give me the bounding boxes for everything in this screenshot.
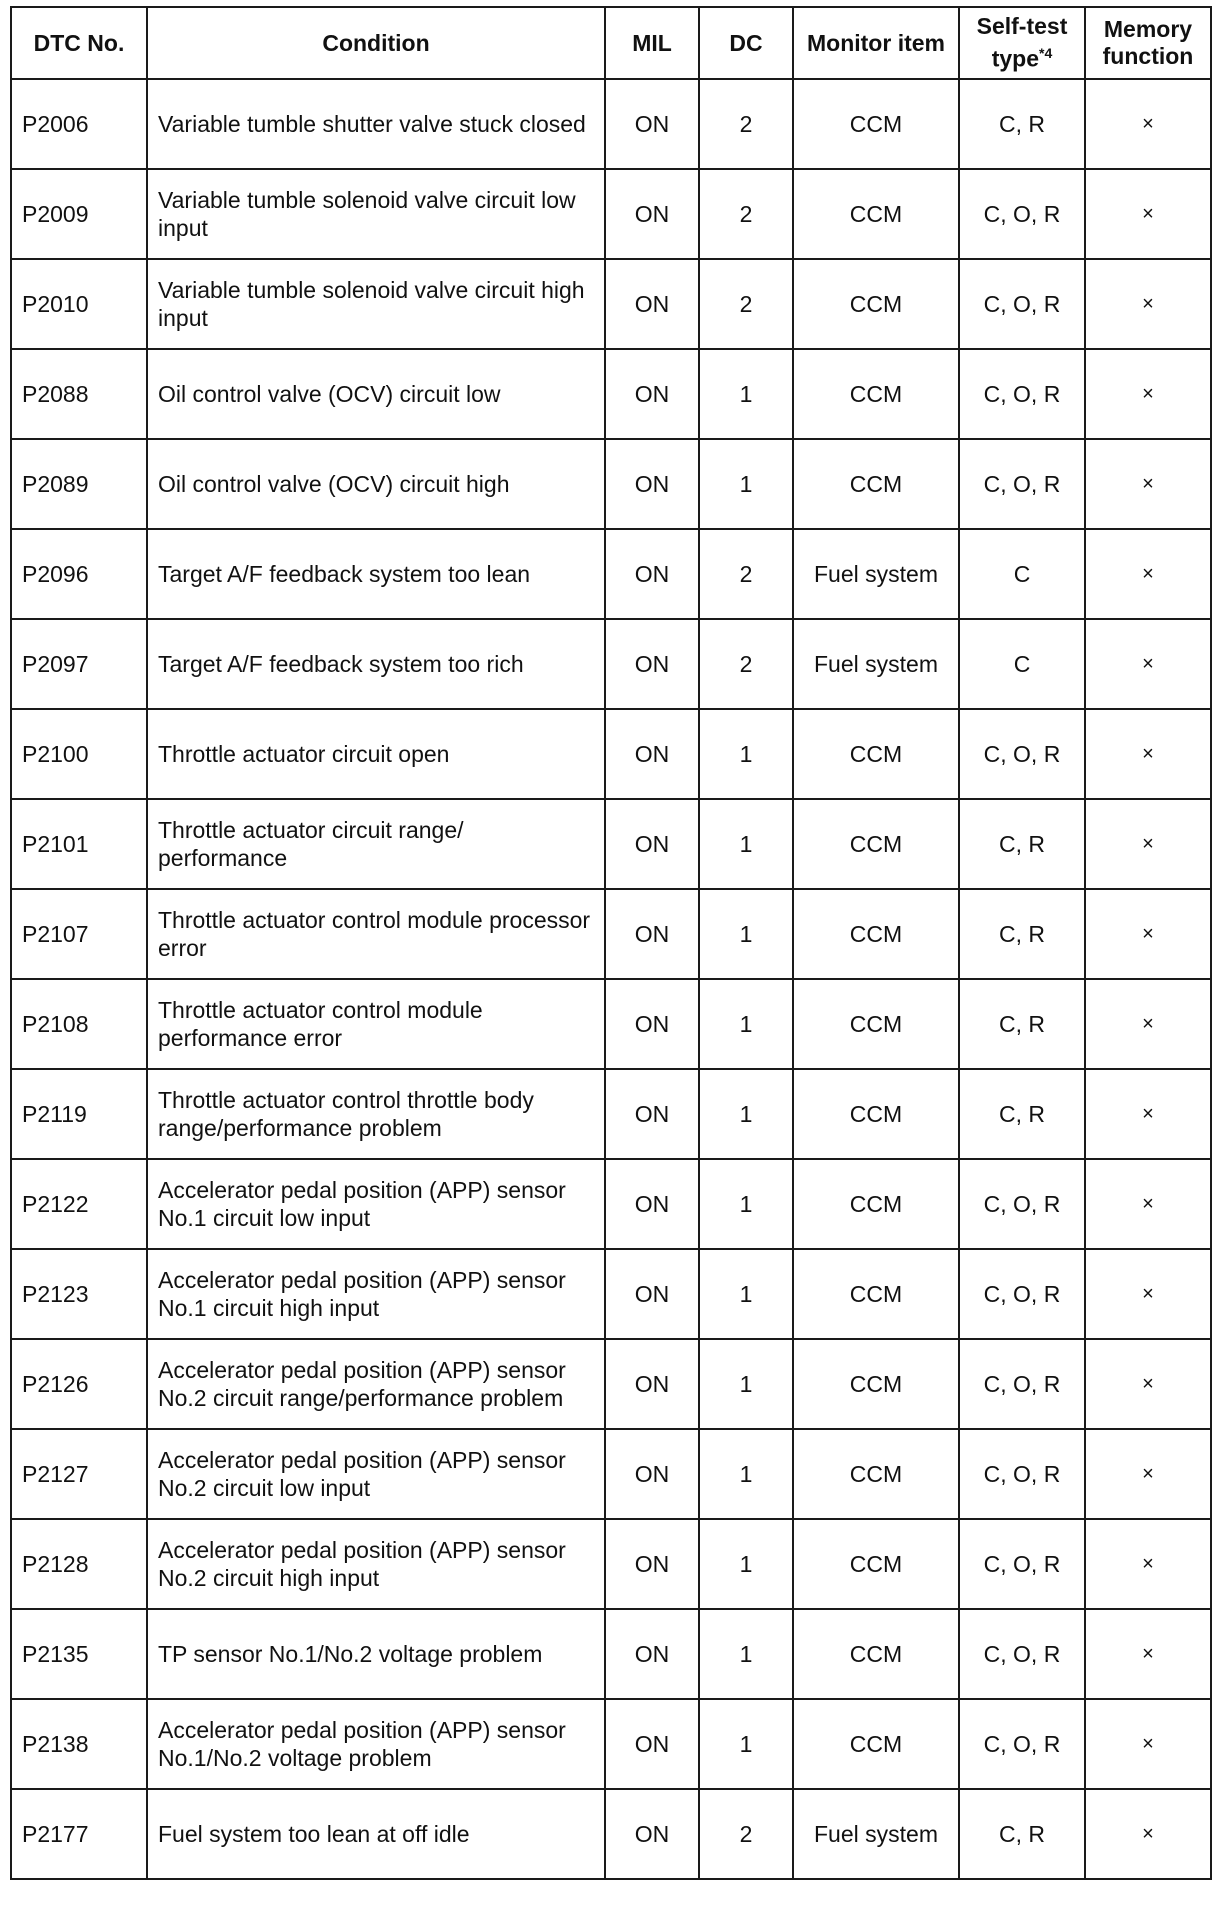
table-body — [11, 79, 1211, 1879]
monitor-item-cell: CCM — [793, 259, 959, 349]
memory-function-cell: × — [1085, 79, 1211, 169]
table-header-row — [11, 7, 1211, 79]
monitor-item-cell: CCM — [793, 169, 959, 259]
self-test-type-cell: C — [959, 619, 1085, 709]
condition-cell: Throttle actuator control module processor error — [147, 889, 605, 979]
dc-cell: 2 — [699, 529, 793, 619]
dtc-code-cell: P2096 — [11, 529, 147, 619]
mil-cell: ON — [605, 619, 699, 709]
table-row — [11, 439, 1211, 529]
mil-cell: ON — [605, 1519, 699, 1609]
condition-cell: Accelerator pedal position (APP) sensor No.2 circuit range/performance problem — [147, 1339, 605, 1429]
monitor-item-cell: CCM — [793, 889, 959, 979]
mil-cell: ON — [605, 529, 699, 619]
dtc-code-cell: P2100 — [11, 709, 147, 799]
dtc-code-cell: P2107 — [11, 889, 147, 979]
header-self-test-footnote: *4 — [1039, 45, 1053, 62]
mil-cell: ON — [605, 1249, 699, 1339]
condition-cell: Target A/F feedback system too lean — [147, 529, 605, 619]
monitor-item-cell: CCM — [793, 1519, 959, 1609]
self-test-type-cell: C, O, R — [959, 169, 1085, 259]
dc-cell: 1 — [699, 709, 793, 799]
mil-cell: ON — [605, 1429, 699, 1519]
dtc-code-cell: P2101 — [11, 799, 147, 889]
mil-cell: ON — [605, 79, 699, 169]
dc-cell: 1 — [699, 1339, 793, 1429]
table-row — [11, 889, 1211, 979]
memory-function-cell: × — [1085, 709, 1211, 799]
table-row — [11, 1249, 1211, 1339]
condition-cell: Accelerator pedal position (APP) sensor No.2 circuit low input — [147, 1429, 605, 1519]
self-test-type-cell: C, O, R — [959, 1429, 1085, 1519]
mil-cell: ON — [605, 1789, 699, 1879]
monitor-item-cell: CCM — [793, 1429, 959, 1519]
table-row — [11, 1069, 1211, 1159]
monitor-item-cell: CCM — [793, 1069, 959, 1159]
dtc-table — [10, 6, 1212, 1880]
monitor-item-cell: CCM — [793, 709, 959, 799]
condition-cell: Throttle actuator circuit open — [147, 709, 605, 799]
self-test-type-cell: C, O, R — [959, 1699, 1085, 1789]
monitor-item-cell: CCM — [793, 1159, 959, 1249]
dc-cell: 2 — [699, 169, 793, 259]
memory-function-cell: × — [1085, 1699, 1211, 1789]
memory-function-cell: × — [1085, 1789, 1211, 1879]
monitor-item-cell: CCM — [793, 439, 959, 529]
memory-function-cell: × — [1085, 1159, 1211, 1249]
memory-function-cell: × — [1085, 1519, 1211, 1609]
dtc-code-cell: P2128 — [11, 1519, 147, 1609]
dtc-code-cell: P2010 — [11, 259, 147, 349]
dtc-code-cell: P2127 — [11, 1429, 147, 1519]
dtc-code-cell: P2009 — [11, 169, 147, 259]
header-memory-function: Memory function — [1085, 7, 1211, 79]
monitor-item-cell: CCM — [793, 1699, 959, 1789]
dc-cell: 1 — [699, 1429, 793, 1519]
table-row — [11, 529, 1211, 619]
mil-cell: ON — [605, 169, 699, 259]
table-row — [11, 1519, 1211, 1609]
memory-function-cell: × — [1085, 889, 1211, 979]
self-test-type-cell: C, O, R — [959, 1159, 1085, 1249]
condition-cell: Throttle actuator control module performance error — [147, 979, 605, 1069]
monitor-item-cell: CCM — [793, 1249, 959, 1339]
self-test-type-cell: C, O, R — [959, 349, 1085, 439]
condition-cell: TP sensor No.1/No.2 voltage problem — [147, 1609, 605, 1699]
table-row — [11, 619, 1211, 709]
memory-function-cell: × — [1085, 349, 1211, 439]
self-test-type-cell: C, O, R — [959, 1339, 1085, 1429]
dc-cell: 1 — [699, 439, 793, 529]
dtc-code-cell: P2006 — [11, 79, 147, 169]
dc-cell: 1 — [699, 1249, 793, 1339]
dtc-code-cell: P2126 — [11, 1339, 147, 1429]
monitor-item-cell: Fuel system — [793, 1789, 959, 1879]
mil-cell: ON — [605, 1609, 699, 1699]
condition-cell: Accelerator pedal position (APP) sensor No.1/No.2 voltage problem — [147, 1699, 605, 1789]
condition-cell: Accelerator pedal position (APP) sensor No.1 circuit high input — [147, 1249, 605, 1339]
dc-cell: 1 — [699, 979, 793, 1069]
memory-function-cell: × — [1085, 619, 1211, 709]
monitor-item-cell: Fuel system — [793, 529, 959, 619]
header-self-test-label: Self-test type — [976, 13, 1068, 72]
self-test-type-cell: C, O, R — [959, 1519, 1085, 1609]
condition-cell: Target A/F feedback system too rich — [147, 619, 605, 709]
dc-cell: 1 — [699, 799, 793, 889]
mil-cell: ON — [605, 1069, 699, 1159]
dtc-code-cell: P2088 — [11, 349, 147, 439]
dc-cell: 1 — [699, 1159, 793, 1249]
table-row — [11, 1789, 1211, 1879]
condition-cell: Variable tumble solenoid valve circuit high input — [147, 259, 605, 349]
self-test-type-cell: C, R — [959, 889, 1085, 979]
header-self-test-type — [959, 7, 1085, 79]
dc-cell: 2 — [699, 1789, 793, 1879]
dc-cell: 1 — [699, 1609, 793, 1699]
mil-cell: ON — [605, 799, 699, 889]
mil-cell: ON — [605, 979, 699, 1069]
condition-cell: Throttle actuator circuit range/ performance — [147, 799, 605, 889]
dc-cell: 2 — [699, 619, 793, 709]
table-row — [11, 1159, 1211, 1249]
table-row — [11, 709, 1211, 799]
mil-cell: ON — [605, 1339, 699, 1429]
monitor-item-cell: CCM — [793, 349, 959, 439]
condition-cell: Oil control valve (OCV) circuit high — [147, 439, 605, 529]
monitor-item-cell: CCM — [793, 1339, 959, 1429]
header-monitor-item: Monitor item — [793, 7, 959, 79]
mil-cell: ON — [605, 709, 699, 799]
condition-cell: Throttle actuator control throttle body range/performance problem — [147, 1069, 605, 1159]
self-test-type-cell: C, O, R — [959, 439, 1085, 529]
self-test-type-cell: C, R — [959, 979, 1085, 1069]
table-row — [11, 1699, 1211, 1789]
mil-cell: ON — [605, 439, 699, 529]
memory-function-cell: × — [1085, 259, 1211, 349]
memory-function-cell: × — [1085, 1339, 1211, 1429]
table-row — [11, 979, 1211, 1069]
memory-function-cell: × — [1085, 979, 1211, 1069]
table-row — [11, 169, 1211, 259]
table-row — [11, 799, 1211, 889]
self-test-type-cell: C, R — [959, 1789, 1085, 1879]
mil-cell: ON — [605, 259, 699, 349]
condition-cell: Variable tumble solenoid valve circuit low input — [147, 169, 605, 259]
dc-cell: 2 — [699, 259, 793, 349]
mil-cell: ON — [605, 349, 699, 439]
self-test-type-cell: C, O, R — [959, 1249, 1085, 1339]
dc-cell: 1 — [699, 889, 793, 979]
self-test-type-cell: C, R — [959, 799, 1085, 889]
self-test-type-cell: C, O, R — [959, 1609, 1085, 1699]
self-test-type-cell: C, O, R — [959, 709, 1085, 799]
table-row — [11, 1339, 1211, 1429]
table-row — [11, 1609, 1211, 1699]
dtc-code-cell: P2089 — [11, 439, 147, 529]
mil-cell: ON — [605, 889, 699, 979]
monitor-item-cell: CCM — [793, 799, 959, 889]
dtc-code-cell: P2177 — [11, 1789, 147, 1879]
dtc-code-cell: P2123 — [11, 1249, 147, 1339]
table-row — [11, 1429, 1211, 1519]
dc-cell: 1 — [699, 349, 793, 439]
monitor-item-cell: Fuel system — [793, 619, 959, 709]
condition-cell: Oil control valve (OCV) circuit low — [147, 349, 605, 439]
self-test-type-cell: C — [959, 529, 1085, 619]
table-row — [11, 79, 1211, 169]
condition-cell: Variable tumble shutter valve stuck closed — [147, 79, 605, 169]
dc-cell: 1 — [699, 1069, 793, 1159]
dtc-code-cell: P2119 — [11, 1069, 147, 1159]
monitor-item-cell: CCM — [793, 979, 959, 1069]
mil-cell: ON — [605, 1159, 699, 1249]
header-mil: MIL — [605, 7, 699, 79]
table-row — [11, 259, 1211, 349]
memory-function-cell: × — [1085, 1069, 1211, 1159]
table-row — [11, 349, 1211, 439]
memory-function-cell: × — [1085, 1609, 1211, 1699]
dc-cell: 1 — [699, 1699, 793, 1789]
header-dtc-no: DTC No. — [11, 7, 147, 79]
header-condition: Condition — [147, 7, 605, 79]
memory-function-cell: × — [1085, 529, 1211, 619]
self-test-type-cell: C, R — [959, 1069, 1085, 1159]
dtc-code-cell: P2122 — [11, 1159, 147, 1249]
dtc-table-page — [10, 6, 1210, 1880]
dc-cell: 2 — [699, 79, 793, 169]
mil-cell: ON — [605, 1699, 699, 1789]
dtc-code-cell: P2097 — [11, 619, 147, 709]
dtc-code-cell: P2135 — [11, 1609, 147, 1699]
memory-function-cell: × — [1085, 799, 1211, 889]
dtc-code-cell: P2138 — [11, 1699, 147, 1789]
header-dc: DC — [699, 7, 793, 79]
memory-function-cell: × — [1085, 439, 1211, 529]
monitor-item-cell: CCM — [793, 79, 959, 169]
condition-cell: Fuel system too lean at off idle — [147, 1789, 605, 1879]
monitor-item-cell: CCM — [793, 1609, 959, 1699]
condition-cell: Accelerator pedal position (APP) sensor No.2 circuit high input — [147, 1519, 605, 1609]
memory-function-cell: × — [1085, 1429, 1211, 1519]
memory-function-cell: × — [1085, 169, 1211, 259]
dtc-code-cell: P2108 — [11, 979, 147, 1069]
condition-cell: Accelerator pedal position (APP) sensor No.1 circuit low input — [147, 1159, 605, 1249]
dc-cell: 1 — [699, 1519, 793, 1609]
self-test-type-cell: C, O, R — [959, 259, 1085, 349]
memory-function-cell: × — [1085, 1249, 1211, 1339]
self-test-type-cell: C, R — [959, 79, 1085, 169]
